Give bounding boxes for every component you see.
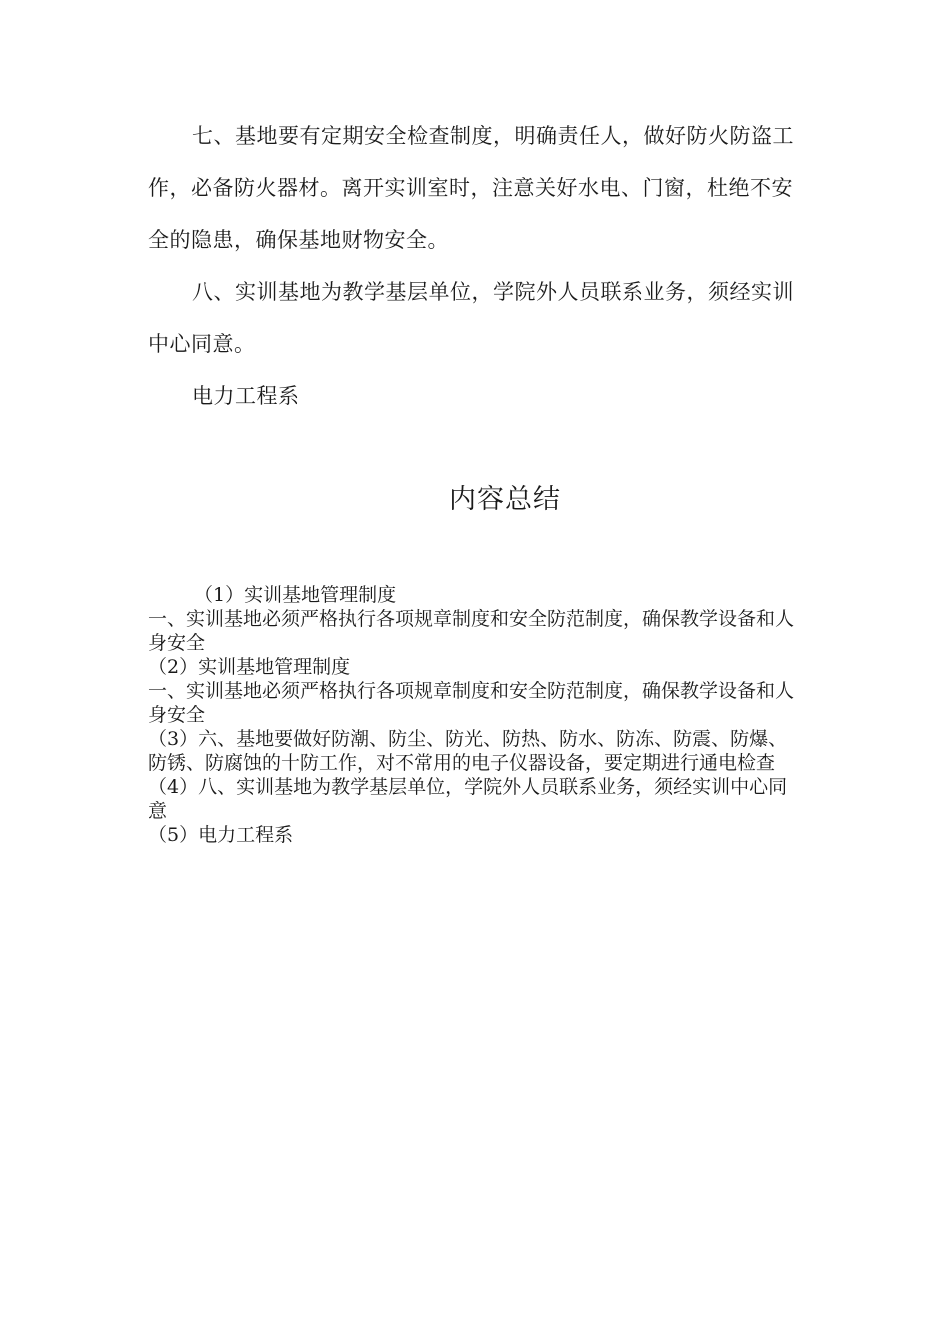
summary-list [148,583,804,847]
paragraph-rule-seven: 七、基地要有定期安全检查制度，明确责任人，做好防火防盗工作，必备防火器材。离开实训室时，注意关好水电、门窗，杜绝不安全的隐患，确保基地财物安全。 [148,124,794,252]
department-signature: 电力工程系 [192,384,300,408]
summary-item-1-heading: （1）实训基地管理制度 [194,584,397,606]
paragraph-rule-eight: 八、实训基地为教学基层单位，学院外人员联系业务，须经实训中心同意。 [148,280,794,356]
summary-title: 内容总结 [449,484,561,515]
summary-item-4: （4）八、实训基地为教学基层单位，学院外人员联系业务，须经实训中心同意 [148,776,788,822]
summary-item-3: （3）六、基地要做好防潮、防尘、防光、防热、防水、防冻、防震、防爆、防锈、防腐蚀的十防工作，对不常用的电子仪器设备，要定期进行通电检查 [148,728,788,774]
summary-item-2-heading: （2）实训基地管理制度 [148,656,351,678]
summary-item-1-text: 一、实训基地必须严格执行各项规章制度和安全防范制度，确保教学设备和人身安全 [148,608,795,654]
summary-item-2-text: 一、实训基地必须严格执行各项规章制度和安全防范制度，确保教学设备和人身安全 [148,680,795,726]
summary-item-5: （5）电力工程系 [148,824,294,846]
